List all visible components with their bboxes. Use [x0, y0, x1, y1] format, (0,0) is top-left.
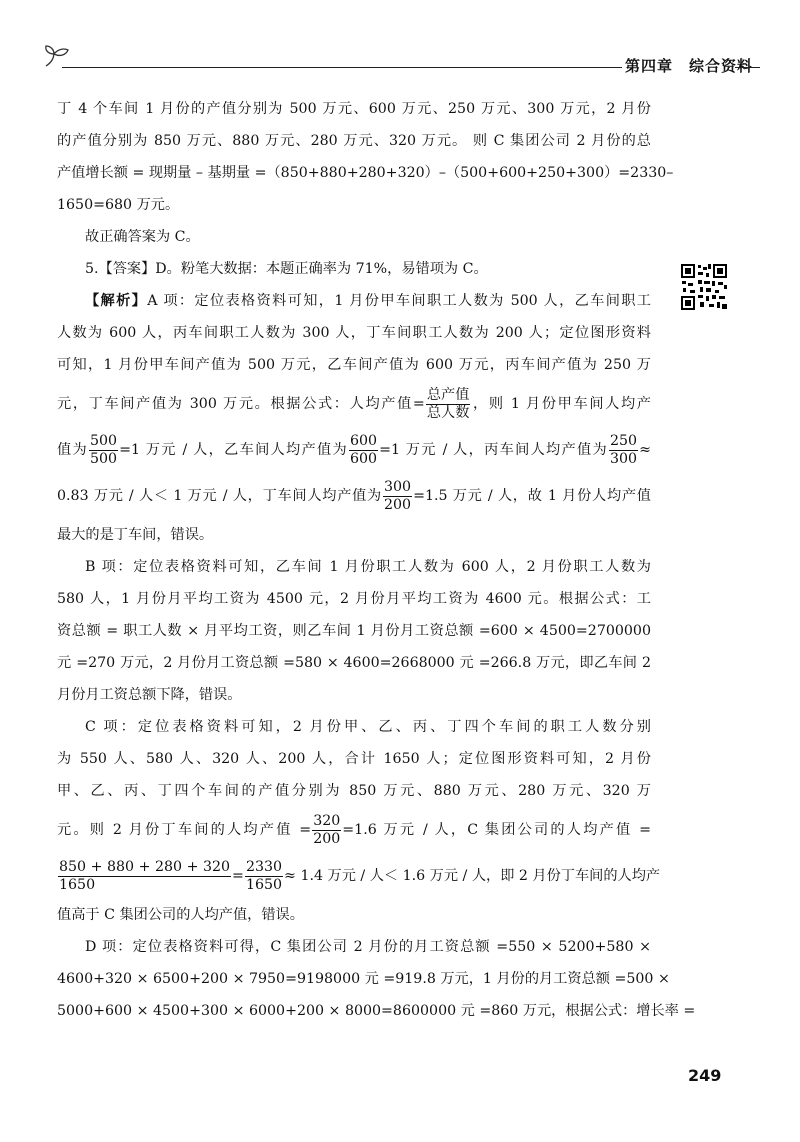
- fraction: $\frac{320}{200}$: [313, 812, 341, 847]
- text-line: 元 =270 万元，2 月份月工资总额 =580 × 4600=2668000 元 =266.8 万元，即乙车间 2: [57, 655, 651, 671]
- text-line: D 项：定位表格资料可得，C 集团公司 2 月份的月工资总额 =550 × 5200+580 ×: [85, 939, 651, 955]
- text-line: 1650=680 万元。: [57, 197, 180, 213]
- fraction: $\frac{500}{500}$: [89, 432, 118, 467]
- chapter-heading: [625, 55, 753, 76]
- text-line: B 项：定位表格资料可知，乙车间 1 月份职工人数为 600 人，2 月份职工人数为: [85, 559, 651, 575]
- text-line: 580 人，1 月份月平均工资为 4500 元，2 月份月平均工资为 4600 元。根据公式：工: [57, 591, 651, 607]
- text-line: 4600+320 × 6500+200 × 7950=9198000 元 =919.8 万元，1 月份的月工资总额 =500 ×: [57, 971, 670, 987]
- analysis-line: 【解析】A 项：定位表格资料可知，1 月份甲车间职工人数为 500 人，乙车间职工: [85, 293, 651, 309]
- fraction: $\frac{600}{600}$: [349, 432, 378, 467]
- fraction: $\frac{300}{200}$: [383, 478, 412, 513]
- text-line: 为 550 人、580 人、320 人、200 人，合计 1650 人；定位图形资料可知，2 月份: [57, 751, 651, 767]
- text-line: 甲、乙、丙、丁四个车间的产值分别为 850 万元、880 万元、280 万元、320 万: [57, 783, 651, 799]
- formula-line: 值为 $\frac{500}{500}$ =1 万元 / 人，乙车间人均产值为 $\frac{600}{600}$ =1 万元 / 人，丙车间人均产值为 $\frac{250}{300}$ ≈: [57, 432, 651, 467]
- page-header: [40, 40, 760, 80]
- text-line: 的产值分别为 850 万元、880 万元、280 万元、320 万元。 则 C 集团公司 2 月份的总: [57, 133, 651, 149]
- analysis-label: 【解析】: [85, 293, 148, 309]
- formula-line: 0.83 万元 / 人＜ 1 万元 / 人，丁车间人均产值为 $\frac{300}{200}$ =1.5 万元 / 人，故 1 月份人均产值: [57, 478, 651, 513]
- text-line: C 项：定位表格资料可知，2 月份甲、乙、丙、丁四个车间的职工人数分别: [85, 719, 651, 735]
- text-line: 资总额 = 职工人数 × 月平均工资，则乙车间 1 月份月工资总额 =600 × 4500=2700000: [57, 623, 651, 639]
- qr-code-icon: [680, 263, 728, 311]
- text-line: 可知，1 月份甲车间产值为 500 万元，乙车间产值为 600 万元，丙车间产值为 250 万: [57, 357, 651, 373]
- text-line: 人数为 600 人，丙车间职工人数为 300 人，丁车间职工人数为 200 人；定位图形资料: [57, 325, 651, 341]
- text-line: 最大的是丁车间，错误。: [57, 527, 214, 543]
- text-line: 月份月工资总额下降，错误。: [57, 687, 242, 703]
- formula-line: $\frac{850 + 880 + 280 + 320}{1650}$ = $\frac{2330}{1650}$ ≈ 1.4 万元 / 人＜ 1.6 万元 / 人，即 2 月份丁车间的人均产: [59, 858, 661, 893]
- answer-5-heading: 5.【答案】D。粉笔大数据：本题正确率为 71%，易错项为 C。: [85, 261, 488, 277]
- text-line: 丁 4 个车间 1 月份的产值分别为 500 万元、600 万元、250 万元、300 万元，2 月份: [57, 101, 651, 117]
- text-line: 产值增长额 = 现期量 – 基期量 =（850+880+280+320）–（500+600+250+300）=2330–: [57, 165, 674, 181]
- chapter-label: 第四章: [625, 57, 674, 75]
- answer-conclusion: 故正确答案为 C。: [85, 229, 200, 245]
- text-line: 值高于 C 集团公司的人均产值，错误。: [57, 907, 304, 923]
- section-label: 综合资料: [689, 57, 754, 75]
- header-rule-left: [62, 67, 622, 68]
- fraction: $\frac{850 + 880 + 280 + 320}{1650}$: [59, 858, 231, 893]
- header-rule-right: [735, 67, 760, 68]
- formula-line: 元。则 2 月份丁车间的人均产值 = $\frac{320}{200}$ =1.6 万元 / 人，C 集团公司的人均产值 =: [57, 812, 651, 847]
- formula-line: 元，丁车间产值为 300 万元。根据公式：人均产值= $\frac{\text{总产值}}{\text{总人数}}$ ，则 1 月份甲车间人均产: [57, 386, 651, 421]
- text-line: 5000+600 × 4500+300 × 6000+200 × 8000=8600000 元 =860 万元，根据公式：增长率 =: [57, 1003, 696, 1019]
- fraction: $\frac{\text{总产值}}{\text{总人数}}$: [426, 386, 470, 421]
- body-text: [57, 93, 696, 1027]
- fraction: $\frac{250}{300}$: [610, 432, 638, 467]
- fraction: $\frac{2330}{1650}$: [245, 858, 283, 893]
- page-number: 249: [688, 1066, 722, 1085]
